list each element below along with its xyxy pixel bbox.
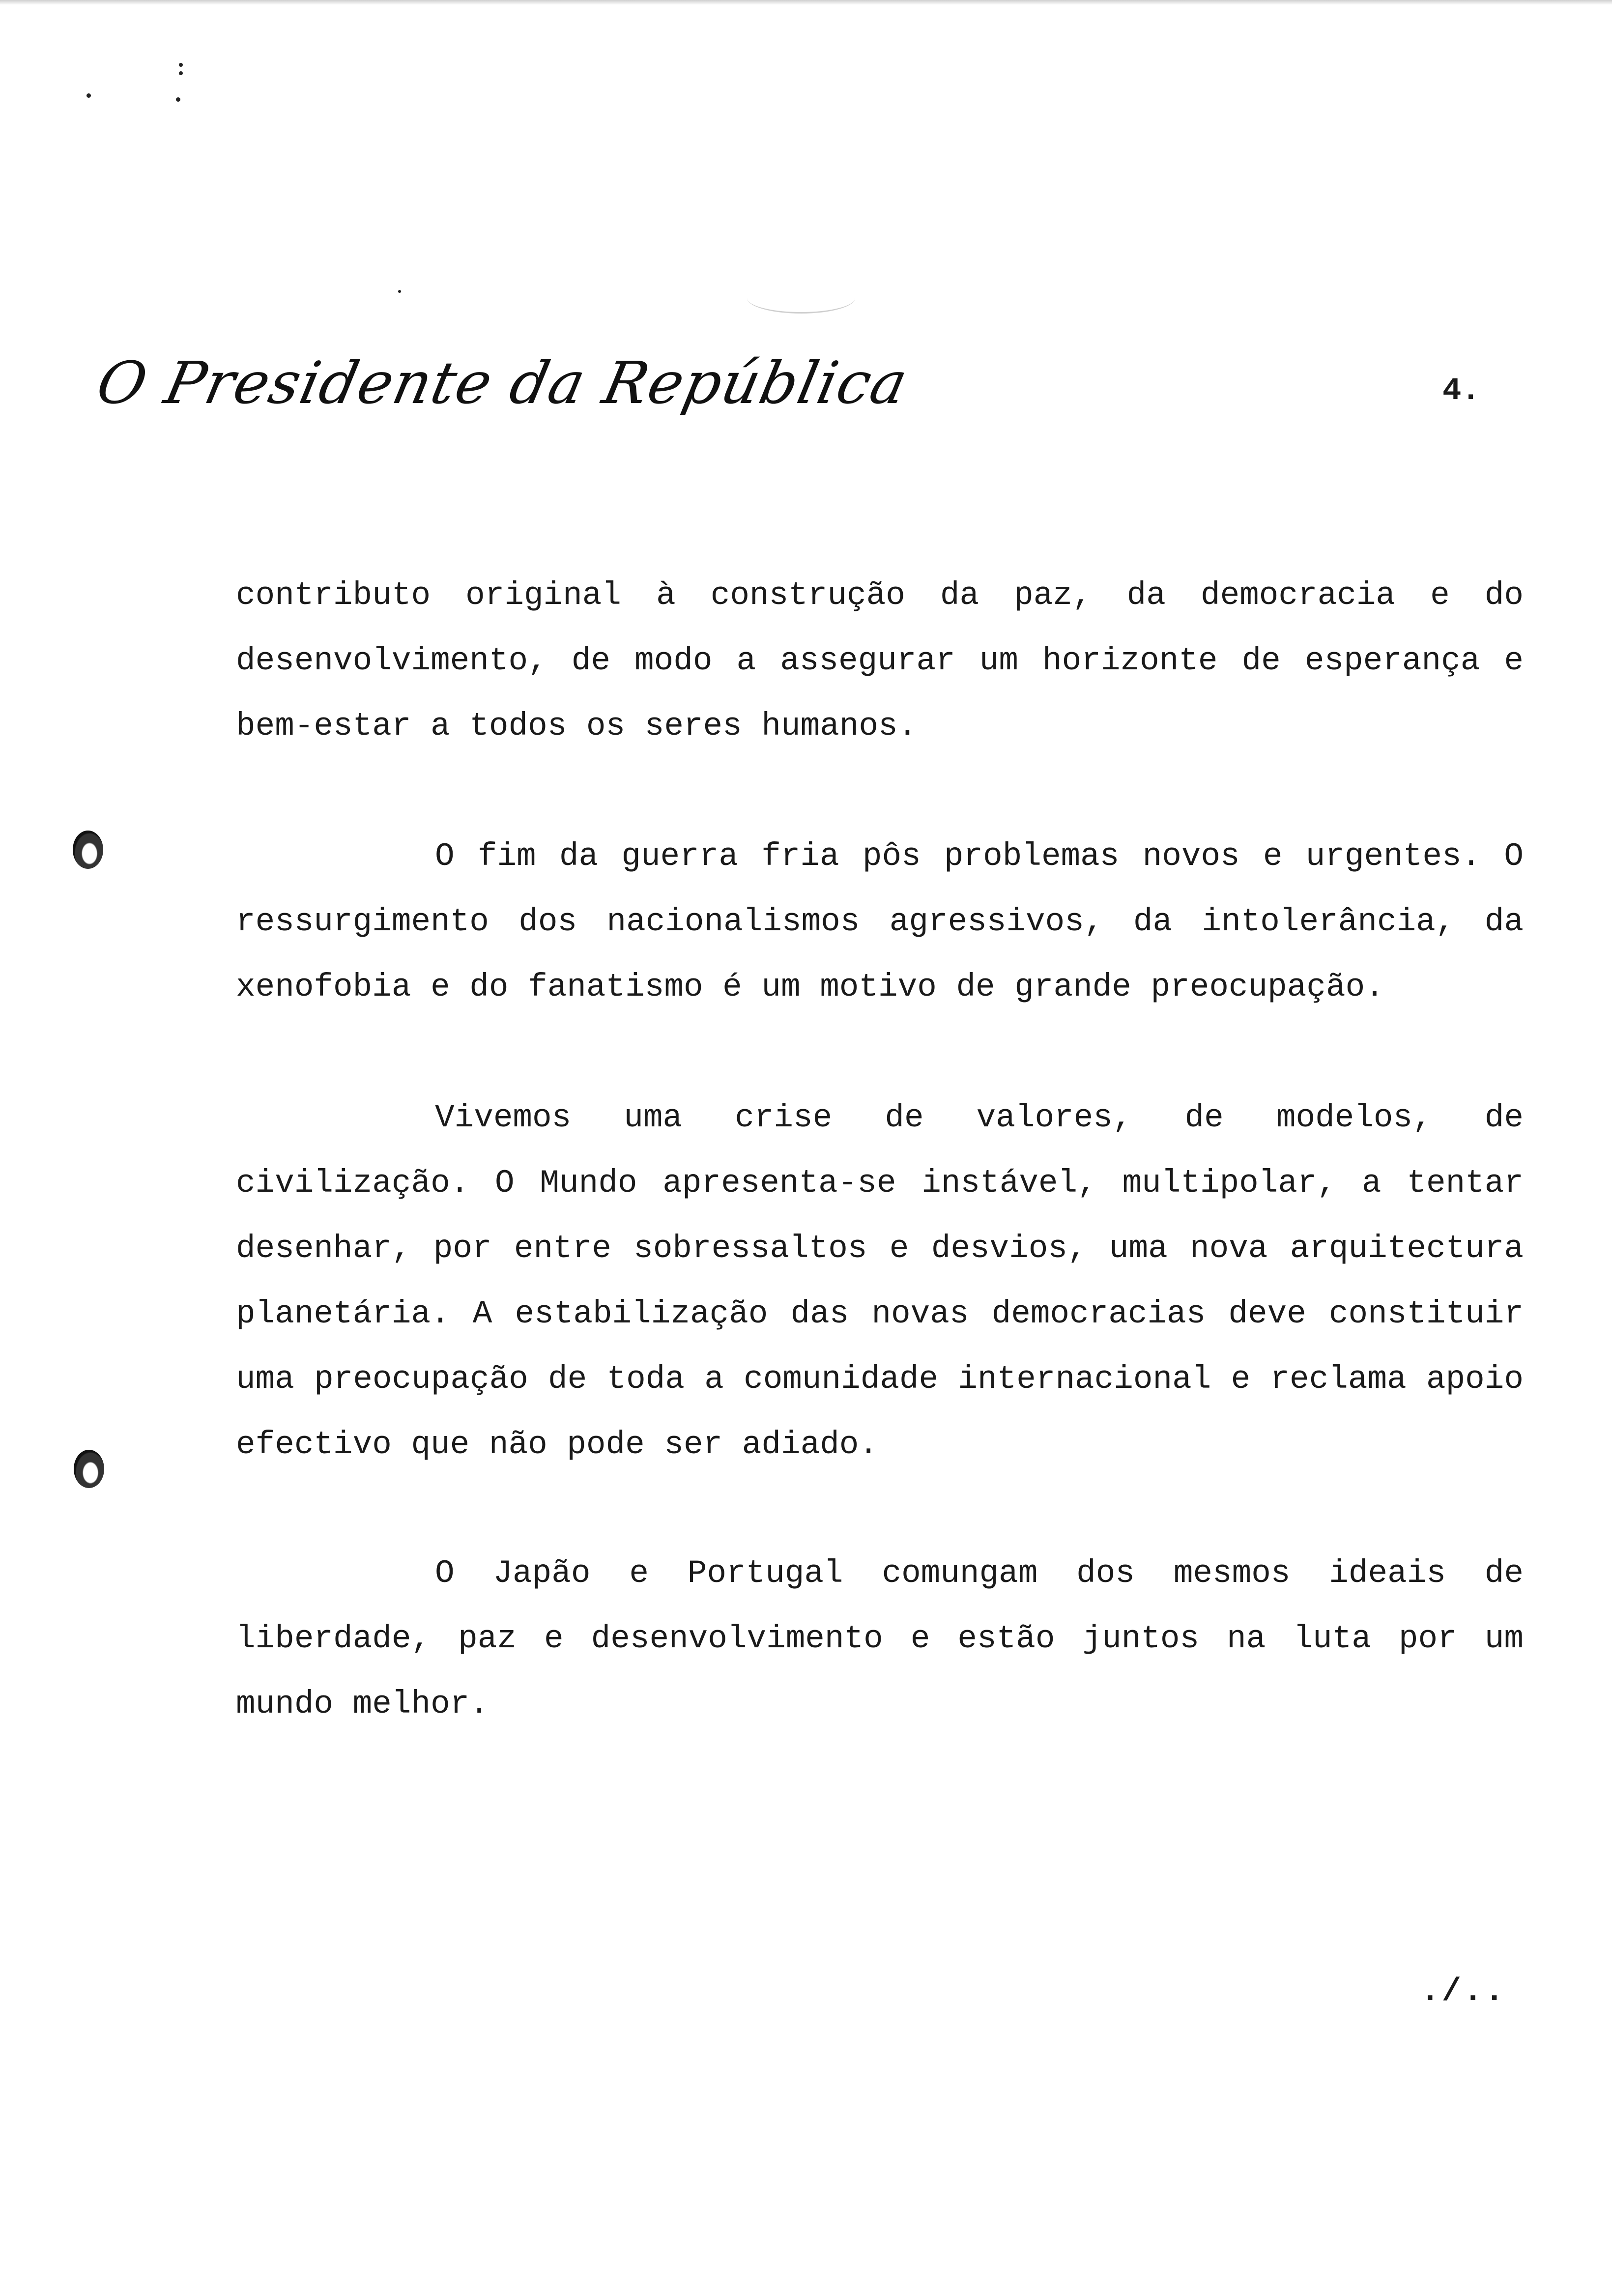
punch-hole-top	[73, 831, 103, 869]
paragraph-2: O fim da guerra fria pôs problemas novos e urgentes. O ressurgimento dos nacionalismos agressivos, da intolerância, da xenofobia e do fanatismo é um motivo de grande preocupação.	[236, 838, 1524, 1005]
continuation-mark: ./..	[1420, 1973, 1506, 2010]
scan-speck	[176, 97, 180, 102]
scan-speck	[179, 71, 183, 75]
scan-speck	[179, 63, 183, 67]
scan-speck	[398, 290, 401, 293]
paragraph-3: Vivemos uma crise de valores, de modelos, de civilização. O Mundo apresenta-se instável, multipolar, a tentar desenhar, por entre sobressaltos e desvios, uma nova arquitectura planetária. A estabilização das novas democracias deve constituir uma preocupação de toda a comunidade internacional e reclama apoio efectivo que não pode ser adiado.	[236, 1099, 1524, 1463]
scan-top-edge	[0, 0, 1612, 5]
page-number: 4.	[1442, 373, 1480, 409]
punch-hole-bottom	[74, 1450, 104, 1488]
scan-speck	[86, 93, 91, 98]
letterhead-title: O Presidente da República	[91, 349, 915, 417]
faint-scan-mark	[747, 283, 855, 314]
paragraph-1: contributo original à construção da paz, da democracia e do desenvolvimento, de modo a assegurar um horizonte de esperança e bem-estar a todos os seres humanos.	[236, 577, 1524, 745]
paragraph-4: O Japão e Portugal comungam dos mesmos ideais de liberdade, paz e desenvolvimento e estão juntos na luta por um mundo melhor.	[236, 1555, 1524, 1722]
